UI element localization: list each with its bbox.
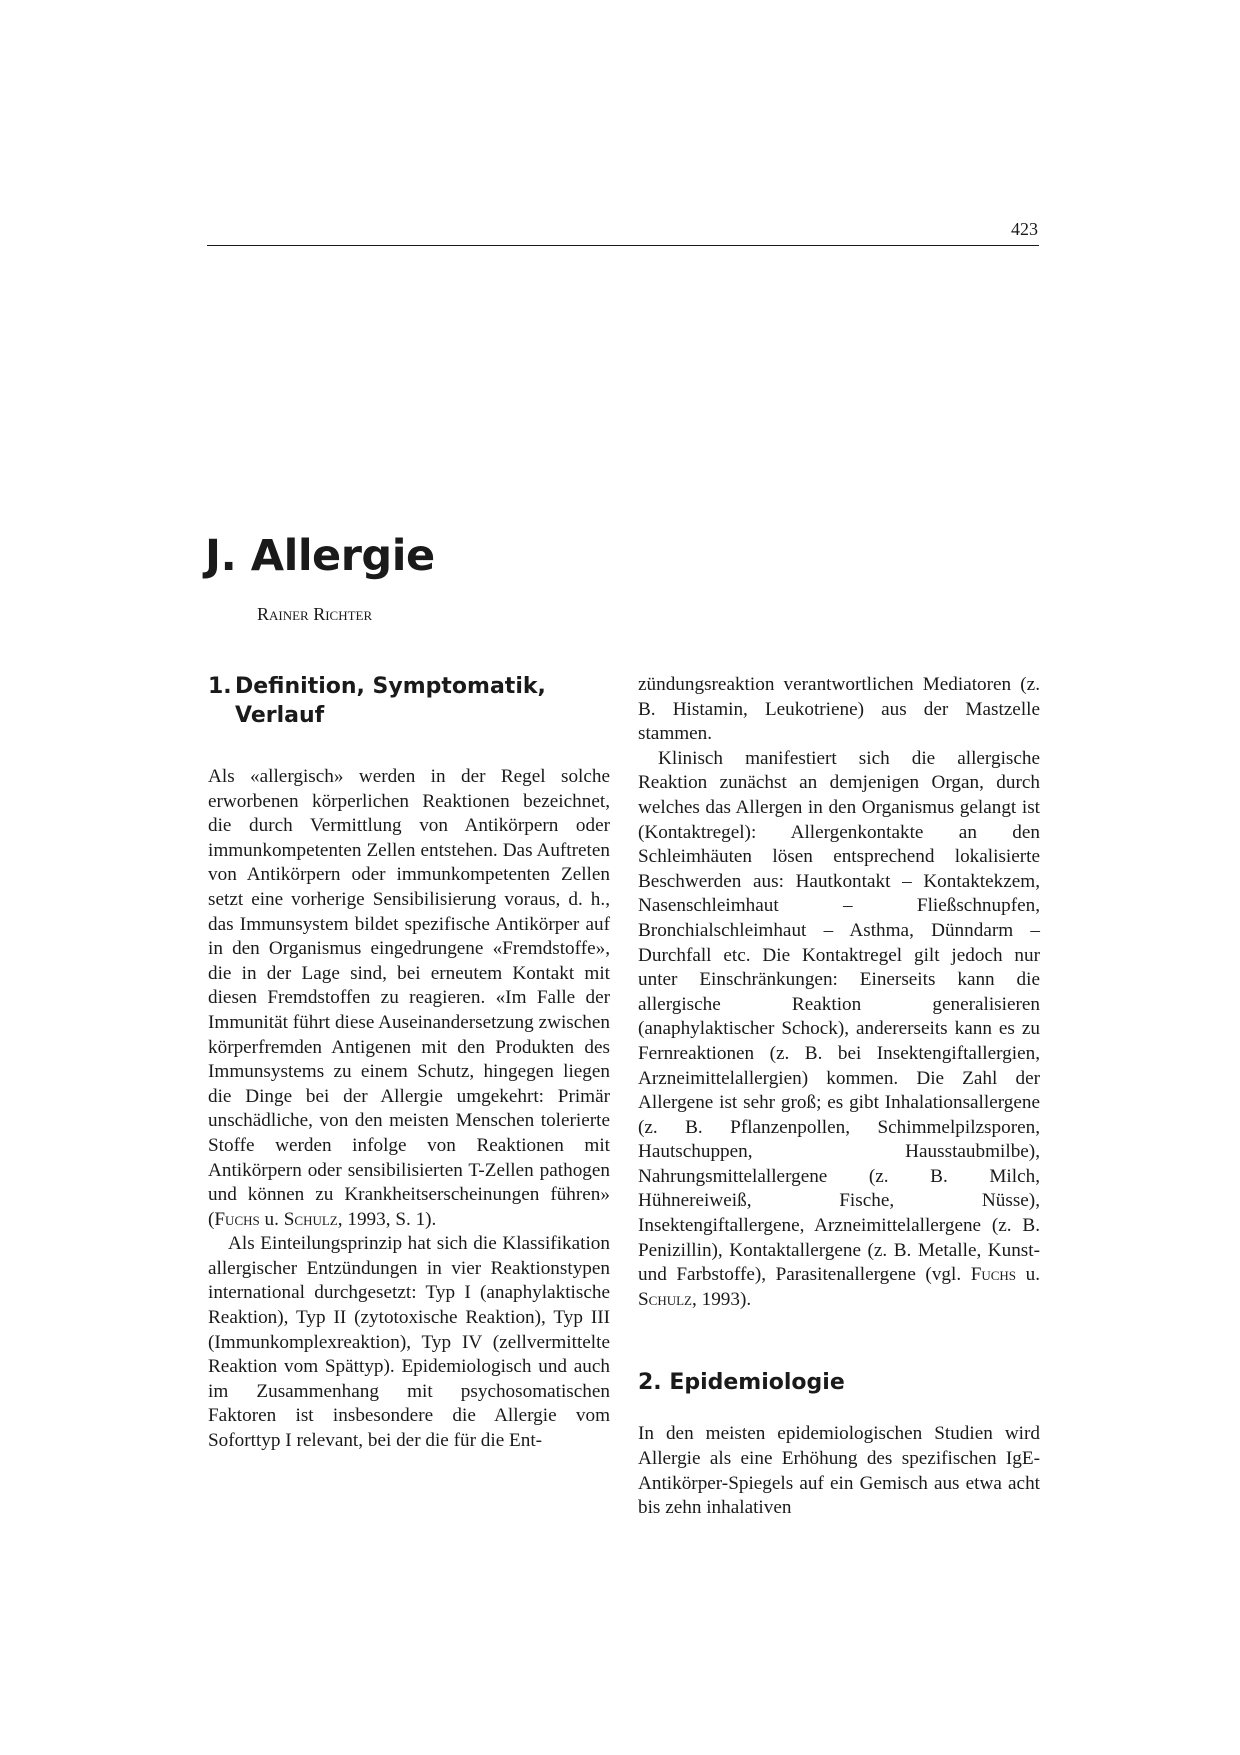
right-column bbox=[638, 673, 1040, 1521]
citation-connector: u. bbox=[259, 1208, 284, 1230]
section-1-title-line1: Definition, Symptomatik, bbox=[235, 674, 546, 699]
chapter-title: J. Allergie bbox=[205, 531, 435, 581]
chapter-author: Rainer Richter bbox=[257, 604, 373, 624]
section-1-paragraph-2: Als Einteilungsprinzip hat sich die Klassifikation allergischer Entzündungen in vier Reaktionstypen international durchgesetzt: Typ I (anaphylaktische Reaktion), Typ II (zytotoxische Reaktion), Typ III (Immunkomplexreaktion), Typ IV (zellvermittelte Reaktion vom Spättyp). Epidemiologisch und auch im Zusammenhang mit psychosomatischen Faktoren ist insbesondere die Allergie vom Soforttyp I relevant, bei der die für die Ent- bbox=[208, 1233, 610, 1452]
left-column bbox=[208, 672, 610, 1454]
section-2-paragraph-1: In den meisten epidemiologischen Studien wird Allergie als eine Erhöhung des spezifischen IgE-Antikörper-Spiegels auf ein Gemisch aus etwa acht bis zehn inhalativen bbox=[638, 1423, 1040, 1519]
paragraph-3-text: Klinisch manifestiert sich die allergische Reaktion zunächst an demjenigen Organ, durch welches das Allergen in den Organismus gelangt ist (Kontaktregel): Allergenkontakte an den Schleimhäuten lösen entsprechend lokalisierte Beschwerden aus: Hautkontakt – Kontaktekzem, Nasenschleimhaut – Fließschnupfen, Bronchialschleimhaut – Asthma, Dünndarm – Durchfall etc. Die Kontaktregel gilt jedoch nur unter Einschränkungen: Einerseits kann die allergische Reaktion generalisieren (anaphylaktischer Schock), andererseits kann es zu Fernreaktionen (z. B. bei Insektengiftallergien, Arzneimittelallergien) kommen. Die Zahl der Allergene ist sehr groß; es gibt Inhalationsallergene (z. B. Pflanzenpollen, Schimmelpilzsporen, Hautschuppen, Hausstaubmilbe), Nahrungsmittelallergene (z. B. Milch, Hühnereiweiß, Fische, Nüsse), Insektengiftallergene, Arzneimittelallergene (z. B. Penizillin), Kontaktallergene (z. B. Metalle, Kunst- und Farbstoffe), Parasitenallergene (vgl. bbox=[638, 747, 1040, 1286]
page-number: 423 bbox=[1011, 219, 1038, 239]
section-1-title-line2: Verlauf bbox=[235, 703, 325, 728]
paragraph-1-text: Als «allergisch» werden in der Regel solche erworbenen körperlichen Reaktionen bezeichnet, die durch Vermittlung von Antikörpern oder immunkompetenten Zellen entstehen. Das Auftreten von Antikörpern oder immunkompetenten Zellen setzt eine vorherige Sensibilisierung voraus, d. h., das Immunsystem bildet spezifische Antikörper auf in den Organismus eingedrungene «Fremdstoffe», die in der Lage sind, bei erneutem Kontakt mit diesen Fremdstoffen zu reagieren. «Im Falle der Immunität führt diese Auseinandersetzung zwischen körperfremden Antigenen mit den Produkten des Immunsystems zu einem Schutz, hingegen liegen die Dinge bei der Allergie umgekehrt: Primär unschädliche, von den meisten Menschen tolerierte Stoffe werden infolge von Reaktionen mit Antikörpern oder sensibilisierten T-Zellen pathogen und können zu Krankheitserscheinungen führen» ( bbox=[208, 766, 610, 1230]
section-1-paragraph-3 bbox=[638, 747, 1040, 1313]
section-1-heading bbox=[208, 672, 610, 730]
citation-year: , 1993, S. 1). bbox=[337, 1208, 437, 1230]
citation-author-fuchs: Fuchs bbox=[970, 1264, 1017, 1286]
section-1-number: 1. bbox=[208, 674, 232, 699]
citation-year: , 1993). bbox=[692, 1288, 752, 1310]
citation-author-schulz: Schulz bbox=[638, 1288, 693, 1310]
section-1-paragraph-1 bbox=[208, 765, 610, 1232]
section-1-paragraph-2-continued: zündungsreaktion verantwortlichen Mediatoren (z. B. Histamin, Leukotriene) aus der Mastzelle stammen. bbox=[638, 674, 1040, 745]
header-rule bbox=[207, 245, 1039, 246]
citation-author-fuchs: Fuchs bbox=[214, 1208, 260, 1230]
citation-connector: u. bbox=[1016, 1264, 1040, 1286]
citation-author-schulz: Schulz bbox=[283, 1208, 338, 1230]
section-2-heading: 2. Epidemiologie bbox=[638, 1370, 845, 1396]
